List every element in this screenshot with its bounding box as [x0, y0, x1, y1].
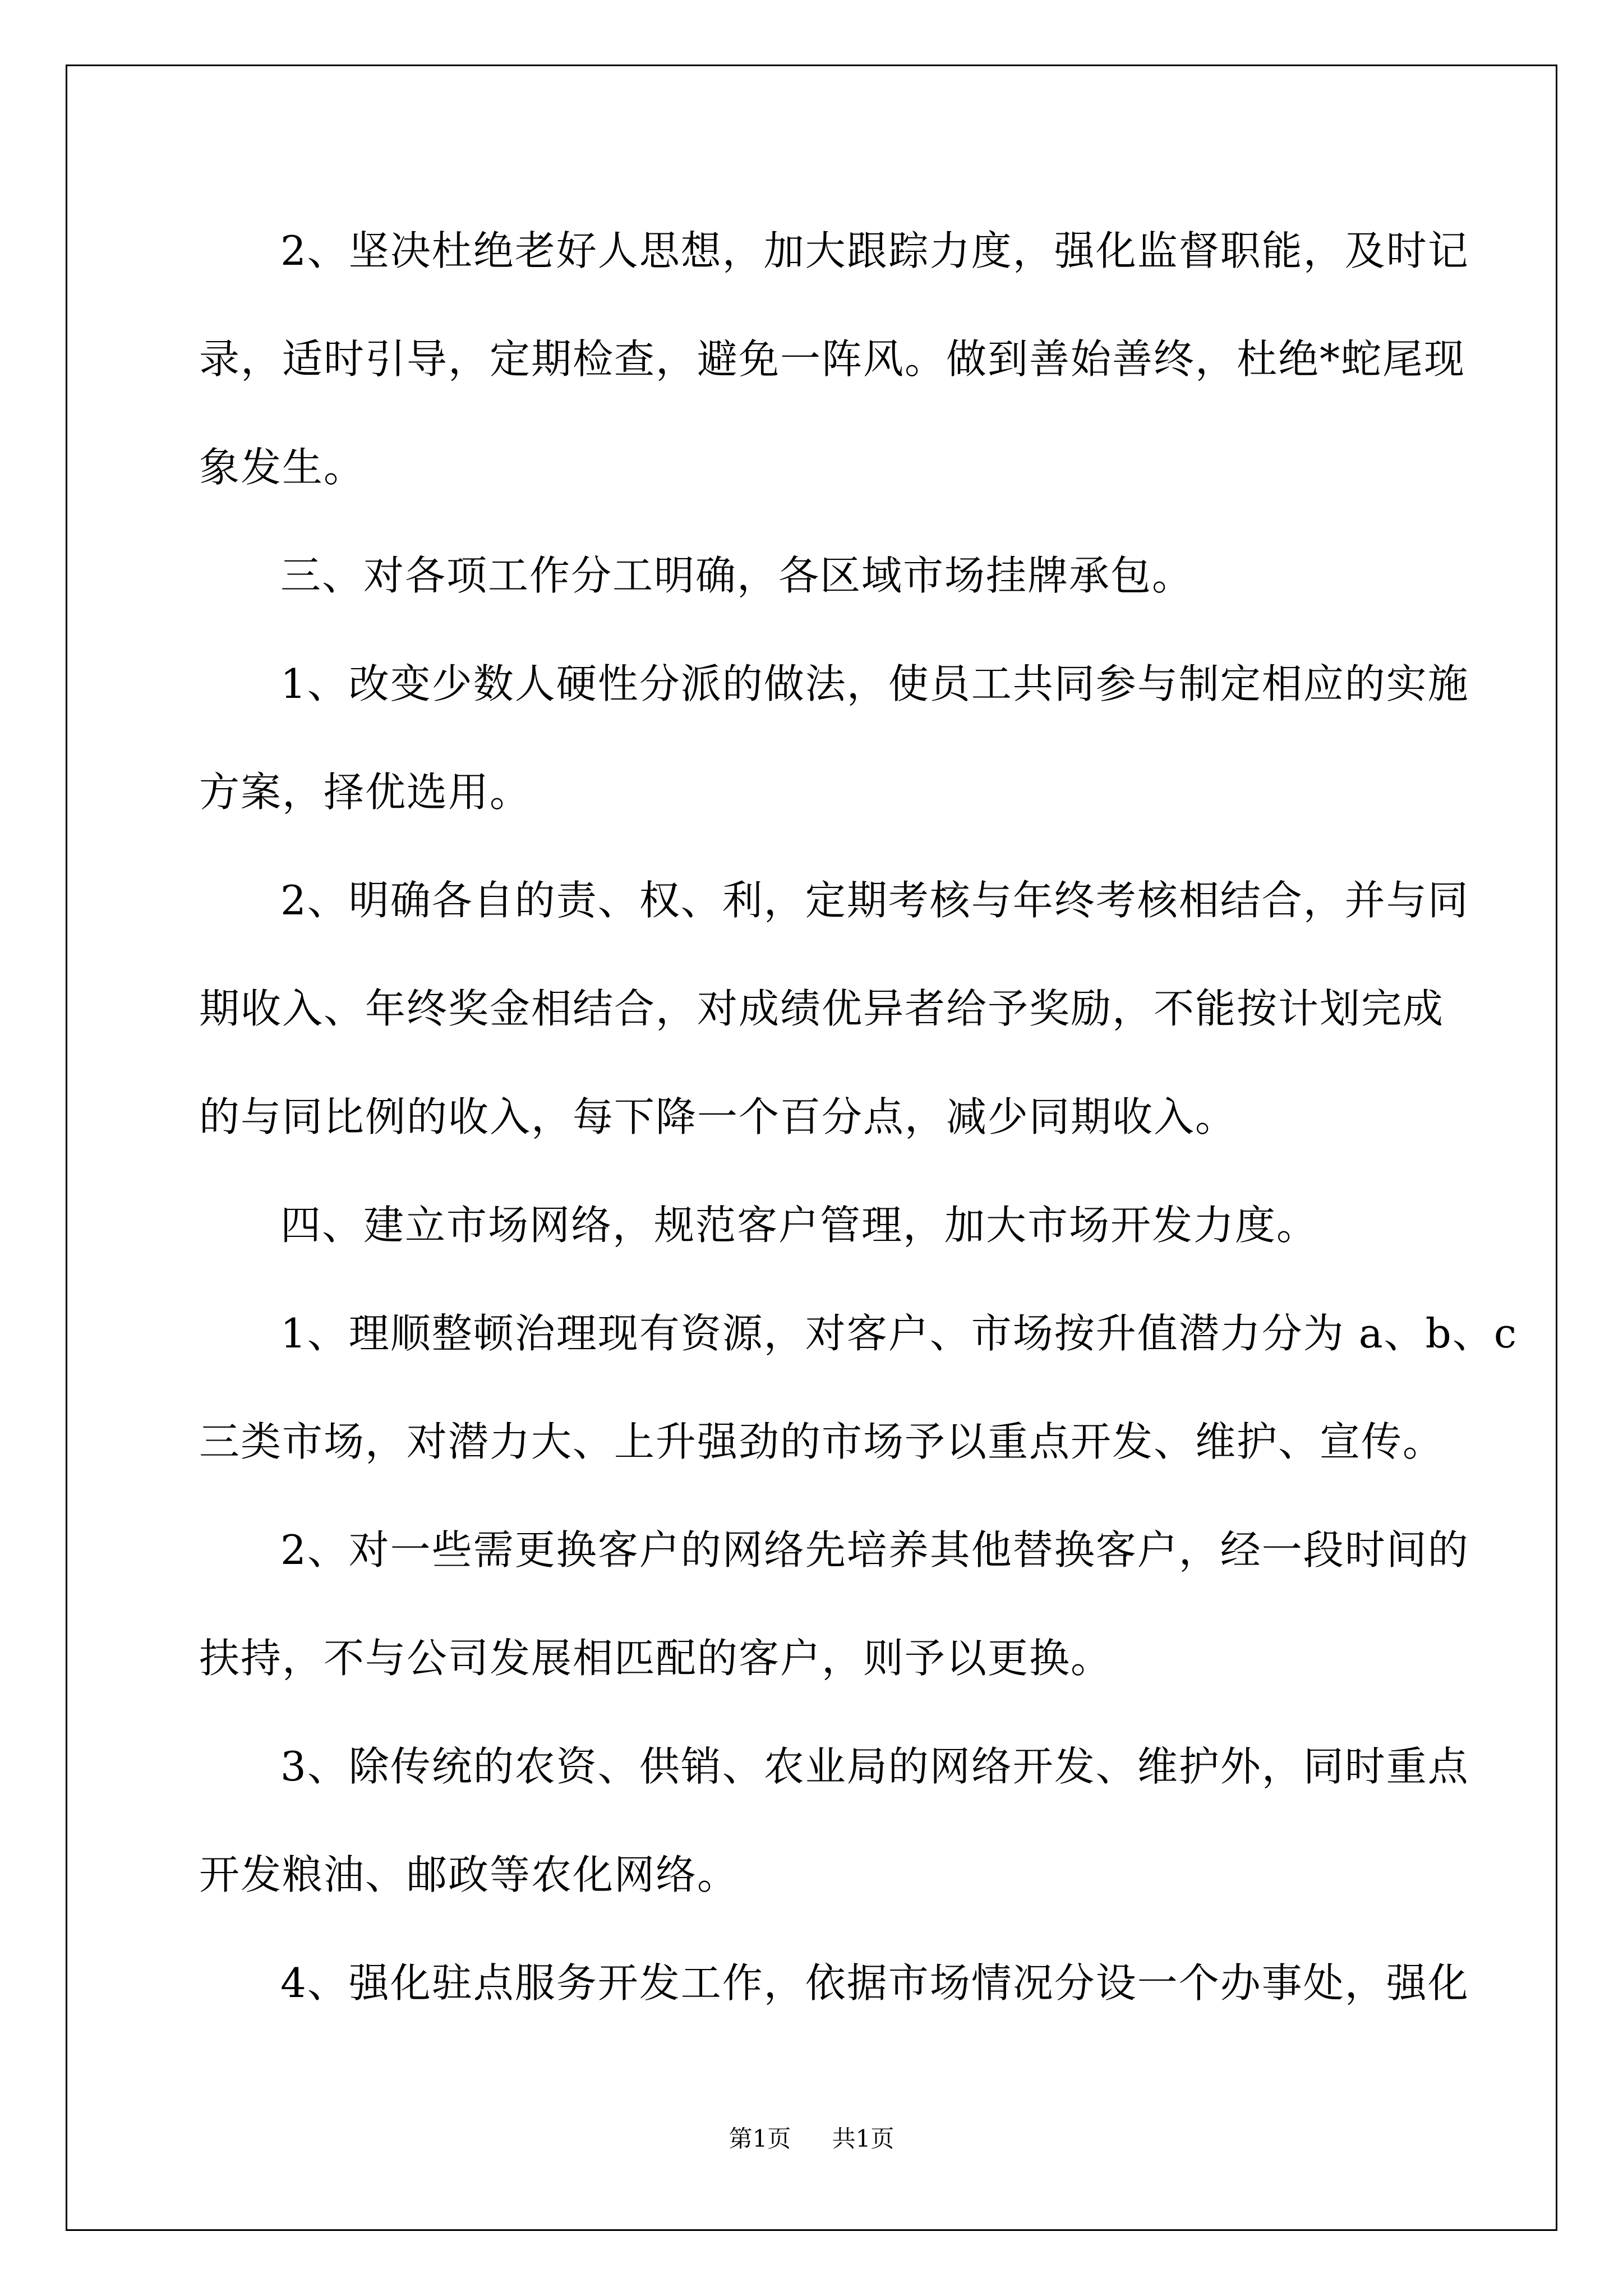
- paragraph-line: 开发粮油、邮政等农化网络。: [199, 1851, 739, 1898]
- paragraph-line: 象发生。: [199, 444, 366, 491]
- paragraph-line: 2、对一些需更换客户的网络先培养其他替换客户，经一段时间的: [280, 1526, 1469, 1573]
- paragraph-line: 1、改变少数人硬性分派的做法，使员工共同参与制定相应的实施: [280, 660, 1469, 707]
- paragraph-line: 方案，择优选用。: [199, 769, 532, 816]
- paragraph-line: 4、强化驻点服务开发工作，依据市场情况分设一个办事处，强化: [280, 1959, 1469, 2007]
- paragraph-line: 扶持，不与公司发展相匹配的客户，则予以更换。: [199, 1635, 1113, 1682]
- paragraph-line: 期收入、年终奖金相结合，对成绩优异者给予奖励，不能按计划完成: [199, 985, 1445, 1032]
- paragraph-line: 录，适时引导，定期检查，避免一阵风。做到善始善终，杜绝*蛇尾现: [199, 335, 1466, 383]
- page-number-total: 共1页: [832, 2125, 895, 2152]
- page-number-current: 第1页: [728, 2125, 791, 2152]
- paragraph-line: 2、坚决杜绝老好人思想，加大跟踪力度，强化监督职能，及时记: [280, 227, 1469, 274]
- section-heading: 三、对各项工作分工明确，各区域市场挂牌承包。: [280, 552, 1194, 599]
- section-heading: 四、建立市场网络，规范客户管理，加大市场开发力度。: [280, 1202, 1318, 1249]
- paragraph-line: 三类市场，对潜力大、上升强劲的市场予以重点开发、维护、宣传。: [199, 1418, 1445, 1465]
- paragraph-line: 的与同比例的收入，每下降一个百分点，减少同期收入。: [199, 1093, 1237, 1140]
- paragraph-line: 2、明确各自的责、权、利，定期考核与年终考核相结合，并与同: [280, 877, 1469, 924]
- page-footer: [0, 2120, 1623, 2154]
- paragraph-line: 1、理顺整顿治理现有资源，对客户、市场按升值潜力分为 a、b、c: [280, 1310, 1518, 1357]
- paragraph-line: 3、除传统的农资、供销、农业局的网络开发、维护外，同时重点: [280, 1743, 1469, 1790]
